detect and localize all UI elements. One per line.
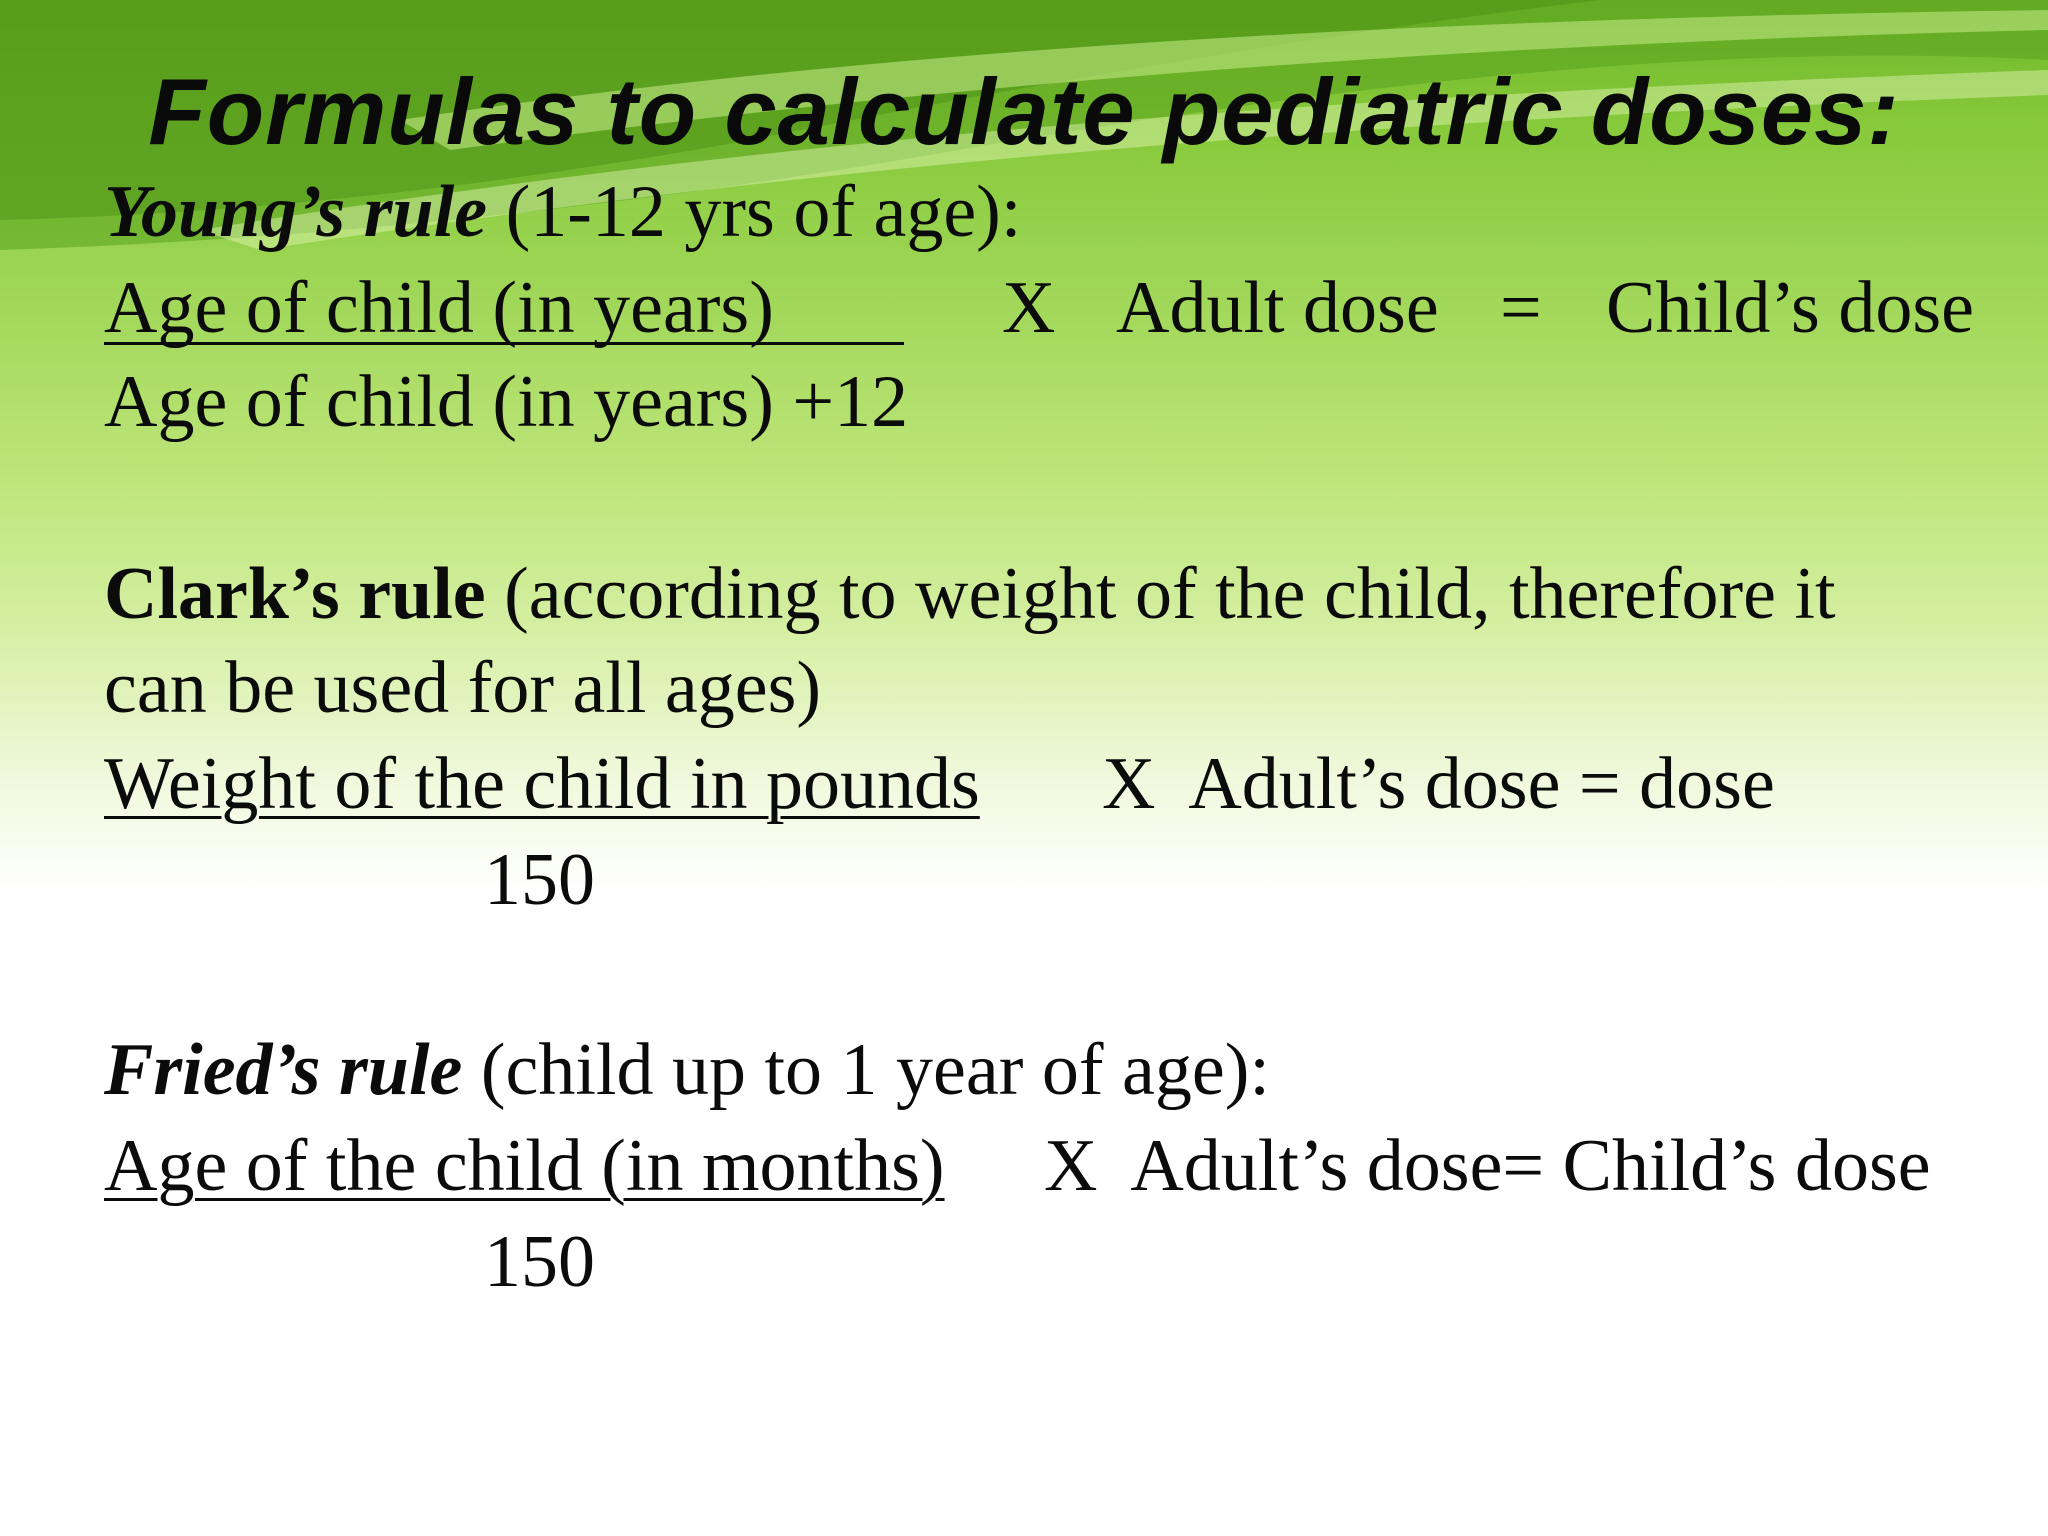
slide-title: Formulas to calculate pediatric doses:	[148, 59, 1900, 164]
clarks-rule-qualifier: (according to weight of the child, therefore it	[485, 553, 1836, 635]
clarks-rule-name: Clark’s rule	[104, 553, 486, 635]
clarks-formula-numerator-line	[104, 744, 2024, 824]
frieds-formula-numerator-line	[104, 1126, 2024, 1206]
youngs-formula-numerator-line	[104, 268, 2024, 348]
frieds-numerator: Age of the child (in months)	[104, 1125, 945, 1207]
clarks-rule-heading	[104, 554, 1836, 634]
clarks-rule-qualifier-continued: can be used for all ages)	[104, 647, 822, 729]
youngs-denominator: Age of child (in years) +12	[104, 361, 909, 443]
frieds-rule-qualifier: (child up to 1 year of age):	[462, 1029, 1270, 1111]
clarks-denominator: 150	[484, 839, 595, 921]
youngs-result: Child’s dose	[1606, 267, 1974, 349]
frieds-rule-name: Fried’s rule	[104, 1029, 463, 1111]
youngs-numerator: Age of child (in years)	[104, 267, 774, 349]
youngs-rule-name: Young’s rule	[104, 171, 488, 253]
clarks-formula-rest: X Adult’s dose = dose	[1102, 743, 1775, 825]
clarks-numerator: Weight of the child in pounds	[104, 743, 980, 825]
youngs-rule-heading	[104, 172, 1021, 252]
youngs-rule-qualifier: (1-12 yrs of age):	[487, 171, 1022, 253]
youngs-equals-sign: =	[1500, 267, 1542, 349]
frieds-formula-rest: X Adult’s dose= Child’s dose	[1044, 1125, 1931, 1207]
youngs-multiply-sign: X	[1002, 267, 1056, 349]
youngs-adult-dose: Adult dose	[1116, 267, 1439, 349]
frieds-denominator: 150	[484, 1221, 595, 1303]
frieds-rule-heading	[104, 1030, 1270, 1110]
